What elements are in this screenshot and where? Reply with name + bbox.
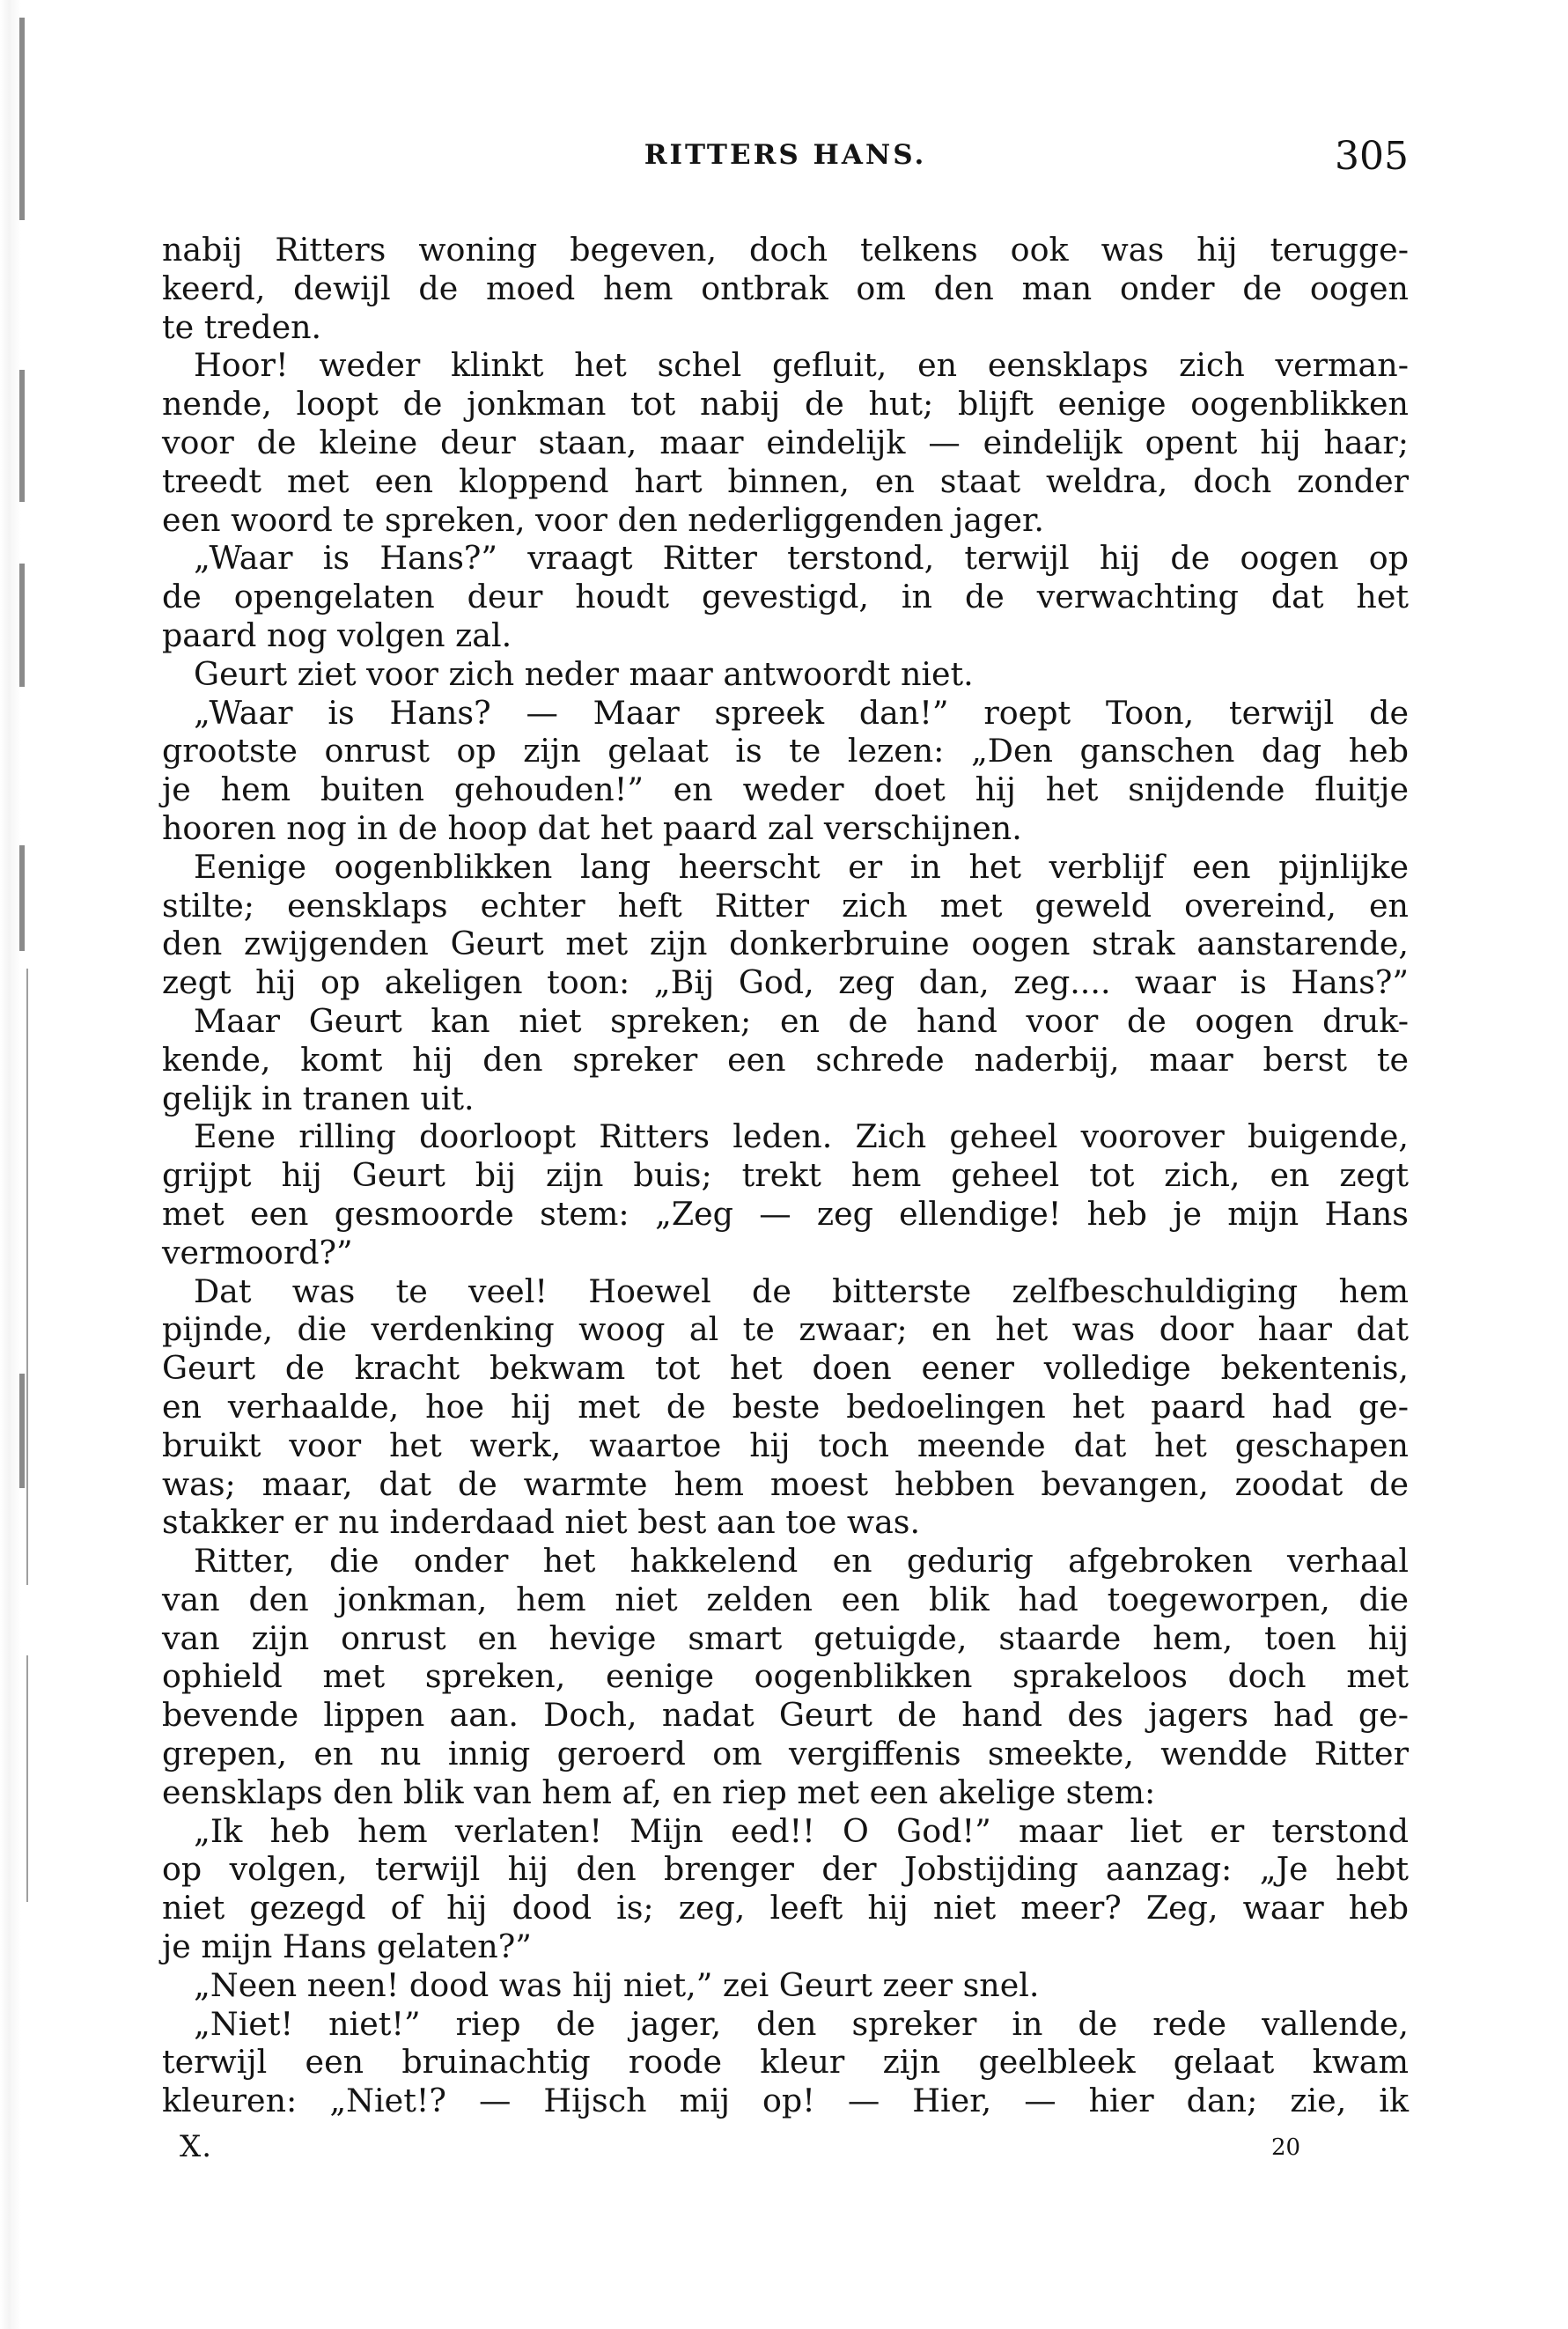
- text-line: nabij Ritters woning begeven, doch telkens ook was hij terugge-: [162, 231, 1409, 269]
- signature-mark: X.: [180, 2129, 213, 2164]
- body-text: [162, 231, 1409, 2120]
- text-line: was; maar, dat de warmte hem moest hebben bevangen, zoodat de: [162, 1464, 1409, 1503]
- text-line: Eenige oogenblikken lang heerscht er in het verblijf een pijnlijke: [194, 847, 1409, 886]
- text-line: eensklaps den blik van hem af, en riep met een akelige stem:: [162, 1773, 1156, 1811]
- scan-streak: [19, 18, 25, 220]
- scan-streak: [19, 564, 25, 687]
- text-line: hooren nog in de hoop dat het paard zal verschijnen.: [162, 808, 1022, 847]
- text-line: grootste onrust op zijn gelaat is te lezen: „Den ganschen dag heb: [162, 732, 1409, 770]
- text-line: stilte; eensklaps echter heft Ritter zich met geweld overeind, en: [162, 886, 1409, 925]
- page-header: [162, 134, 1409, 187]
- text-line: ophield met spreken, eenige oogenblikken sprakeloos doch met: [162, 1657, 1409, 1696]
- text-line: treedt met een kloppend hart binnen, en staat weldra, doch zonder: [162, 461, 1409, 500]
- text-line: Hoor! weder klinkt het schel gefluit, en eensklaps zich verman-: [194, 346, 1409, 385]
- text-line: keerd, dewijl de moed hem ontbrak om den man onder de oogen: [162, 269, 1409, 307]
- text-line: niet gezegd of hij dood is; zeg, leeft hij niet meer? Zeg, waar heb: [162, 1889, 1409, 1927]
- text-line: op volgen, terwijl hij den brenger der Jobstijding aanzag: „Je hebt: [162, 1850, 1409, 1889]
- text-line: Geurt ziet voor zich neder maar antwoordt niet.: [194, 654, 974, 693]
- text-line: „Neen neen! dood was hij niet,” zei Geurt zeer snel.: [194, 1965, 1040, 2004]
- text-line: bruikt voor het werk, waartoe hij toch meende dat het geschapen: [162, 1426, 1409, 1464]
- text-line: met een gesmoorde stem: „Zeg — zeg ellendige! heb je mijn Hans: [162, 1194, 1409, 1233]
- text-line: grijpt hij Geurt bij zijn buis; trekt hem geheel tot zich, en zegt: [162, 1156, 1409, 1195]
- sheet-number: 20: [1271, 2134, 1301, 2161]
- text-line: je mijn Hans gelaten?”: [162, 1927, 532, 1966]
- text-line: nende, loopt de jonkman tot nabij de hut; blijft eenige oogenblikken: [162, 385, 1409, 424]
- text-line: „Waar is Hans? — Maar spreek dan!” roept Toon, terwijl de: [194, 693, 1409, 732]
- scan-streak: [19, 1374, 25, 1488]
- scan-edge: [0, 0, 55, 2329]
- text-line: bevende lippen aan. Doch, nadat Geurt de hand des jagers had ge-: [162, 1696, 1409, 1735]
- text-line: de opengelaten deur houdt gevestigd, in de verwachting dat het: [162, 578, 1409, 616]
- page-footer: [162, 2129, 1409, 2173]
- text-line: Geurt de kracht bekwam tot het doen eener volledige bekentenis,: [162, 1349, 1409, 1388]
- text-line: kende, komt hij den spreker een schrede naderbij, maar berst te: [162, 1040, 1409, 1079]
- text-line: en verhaalde, hoe hij met de beste bedoelingen het paard had ge-: [162, 1387, 1409, 1426]
- scan-streak: [19, 845, 25, 951]
- running-title: RITTERS HANS.: [644, 139, 927, 171]
- text-line: kleuren: „Niet!? — Hijsch mij op! — Hier, — hier dan; zie, ik: [162, 2082, 1409, 2120]
- text-line: Maar Geurt kan niet spreken; en de hand voor de oogen druk-: [194, 1001, 1409, 1040]
- text-line: pijnde, die verdenking woog al te zwaar; en het was door haar dat: [162, 1310, 1409, 1349]
- scan-streak: [19, 370, 25, 502]
- text-line: vermoord?”: [162, 1233, 353, 1271]
- text-line: den zwijgenden Geurt met zijn donkerbruine oogen strak aanstarende,: [162, 925, 1409, 963]
- text-line: „Ik heb hem verlaten! Mijn eed!! O God!” maar liet er terstond: [194, 1811, 1409, 1850]
- text-line: stakker er nu inderdaad niet best aan toe was.: [162, 1503, 921, 1542]
- text-line: „Waar is Hans?” vraagt Ritter terstond, terwijl hij de oogen op: [194, 539, 1409, 578]
- text-line: „Niet! niet!” riep de jager, den spreker in de rede vallende,: [194, 2004, 1409, 2043]
- text-line: van zijn onrust en hevige smart getuigde, staarde hem, toen hij: [162, 1618, 1409, 1657]
- text-line: voor de kleine deur staan, maar eindelijk — eindelijk opent hij haar;: [162, 423, 1409, 461]
- text-line: gelijk in tranen uit.: [162, 1079, 475, 1117]
- text-line: Ritter, die onder het hakkelend en gedurig afgebroken verhaal: [194, 1542, 1409, 1581]
- text-line: te treden.: [162, 307, 322, 346]
- text-line: een woord te spreken, voor den nederliggenden jager.: [162, 500, 1044, 539]
- text-line: van den jonkman, hem niet zelden een blik had toegeworpen, die: [162, 1580, 1409, 1618]
- text-line: Eene rilling doorloopt Ritters leden. Zich geheel voorover buigende,: [194, 1117, 1409, 1156]
- text-line: Dat was te veel! Hoewel de bitterste zelfbeschuldiging hem: [194, 1271, 1409, 1310]
- text-line: grepen, en nu innig geroerd om vergiffenis smeekte, wendde Ritter: [162, 1735, 1409, 1773]
- text-line: paard nog volgen zal.: [162, 615, 512, 654]
- scan-streak: [26, 969, 28, 1585]
- page-number: 305: [1335, 134, 1409, 179]
- text-line: terwijl een bruinachtig roode kleur zijn geelbleek gelaat kwam: [162, 2043, 1409, 2082]
- text-line: je hem buiten gehouden!” en weder doet hij het snijdende fluitje: [162, 770, 1409, 809]
- scan-streak: [26, 1655, 28, 1902]
- text-line: zegt hij op akeligen toon: „Bij God, zeg dan, zeg.... waar is Hans?”: [162, 963, 1409, 1002]
